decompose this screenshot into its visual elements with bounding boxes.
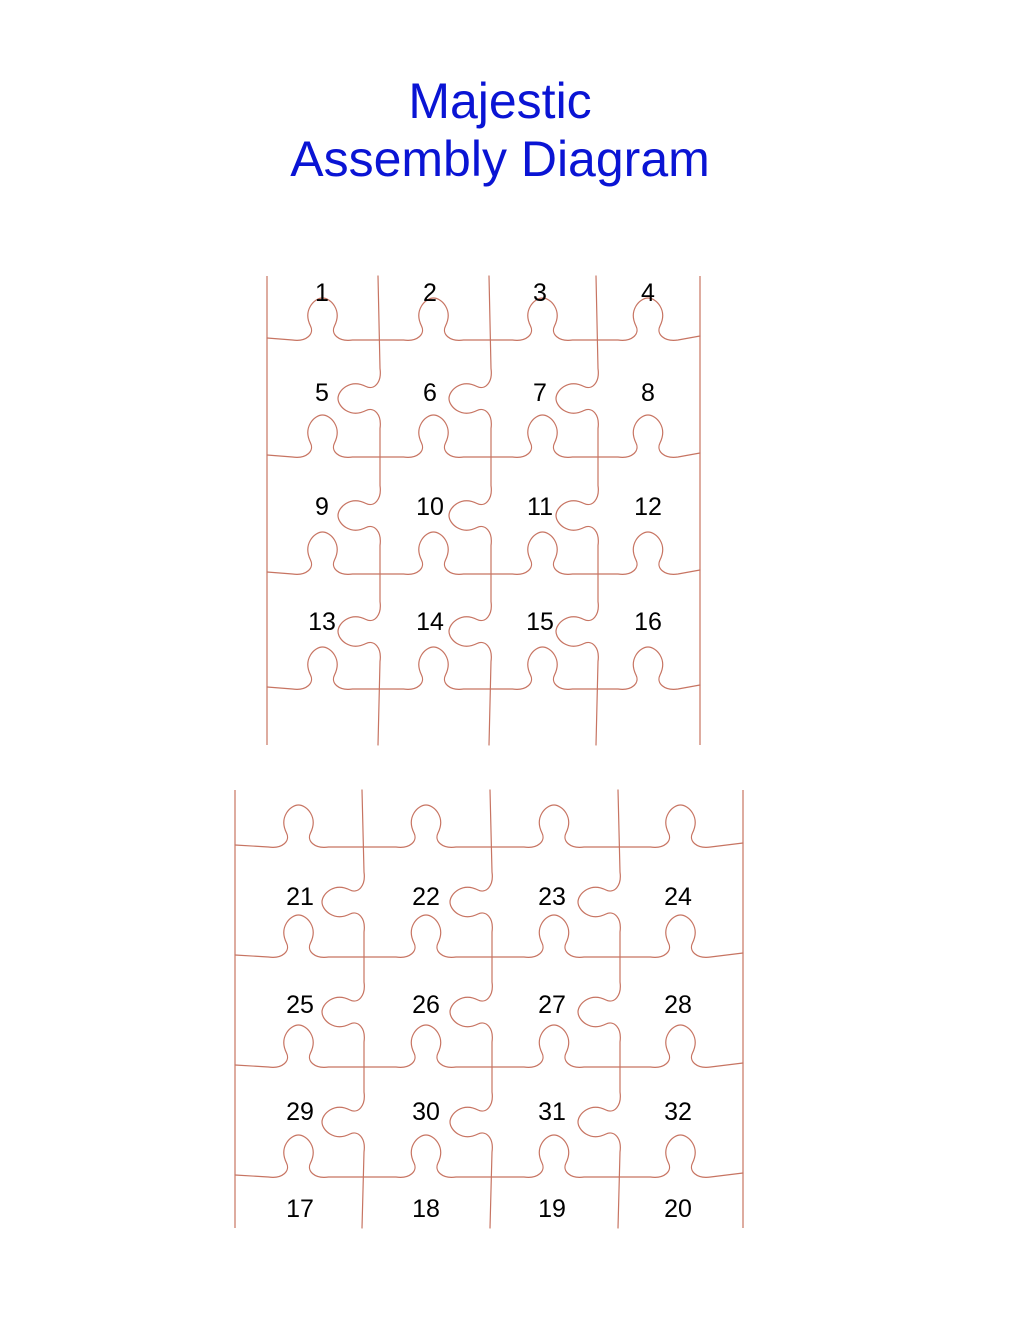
piece-number: 31 <box>538 1098 566 1126</box>
piece-number: 24 <box>664 883 692 911</box>
piece-number: 2 <box>423 279 437 307</box>
piece-number: 17 <box>286 1195 314 1223</box>
piece-number: 10 <box>416 493 444 521</box>
piece-number: 32 <box>664 1098 692 1126</box>
lower-panel-col-seam-1 <box>322 790 364 1228</box>
piece-number: 30 <box>412 1098 440 1126</box>
piece-number: 29 <box>286 1098 314 1126</box>
piece-number: 6 <box>423 379 437 407</box>
upper-panel-row-seam-4 <box>267 647 700 689</box>
piece-number: 23 <box>538 883 566 911</box>
upper-panel-col-seam-1 <box>338 276 380 745</box>
piece-number: 18 <box>412 1195 440 1223</box>
piece-number: 9 <box>315 493 329 521</box>
upper-panel-row-seam-1 <box>267 298 700 340</box>
lower-panel-row-seam-2 <box>235 915 743 957</box>
piece-number: 11 <box>527 493 553 521</box>
piece-number: 26 <box>412 991 440 1019</box>
piece-number: 8 <box>641 379 655 407</box>
lower-panel-col-seam-2 <box>450 790 492 1228</box>
piece-number: 7 <box>533 379 547 407</box>
piece-number: 13 <box>308 608 336 636</box>
piece-number: 3 <box>533 279 547 307</box>
lower-panel-row-seam-3 <box>235 1025 743 1067</box>
piece-number: 14 <box>416 608 444 636</box>
lower-panel-row-seam-4 <box>235 1135 743 1177</box>
piece-number: 1 <box>315 279 329 307</box>
piece-number: 12 <box>634 493 662 521</box>
piece-number: 19 <box>538 1195 566 1223</box>
piece-number: 4 <box>641 279 655 307</box>
title-line-1: Majestic <box>408 73 592 129</box>
piece-number: 21 <box>286 883 314 911</box>
title-line-2: Assembly Diagram <box>290 131 710 187</box>
piece-number: 5 <box>315 379 329 407</box>
piece-number: 22 <box>412 883 440 911</box>
lower-panel-row-seam-1 <box>235 805 743 847</box>
piece-number: 25 <box>286 991 314 1019</box>
piece-number: 16 <box>634 608 662 636</box>
piece-number: 28 <box>664 991 692 1019</box>
upper-panel-row-seam-2 <box>267 415 700 457</box>
piece-number: 27 <box>538 991 566 1019</box>
upper-panel-col-seam-3 <box>556 276 598 745</box>
lower-panel-col-seam-3 <box>578 790 620 1228</box>
upper-panel-col-seam-2 <box>449 276 491 745</box>
upper-panel-row-seam-3 <box>267 532 700 574</box>
piece-number: 20 <box>664 1195 692 1223</box>
piece-number: 15 <box>526 608 554 636</box>
